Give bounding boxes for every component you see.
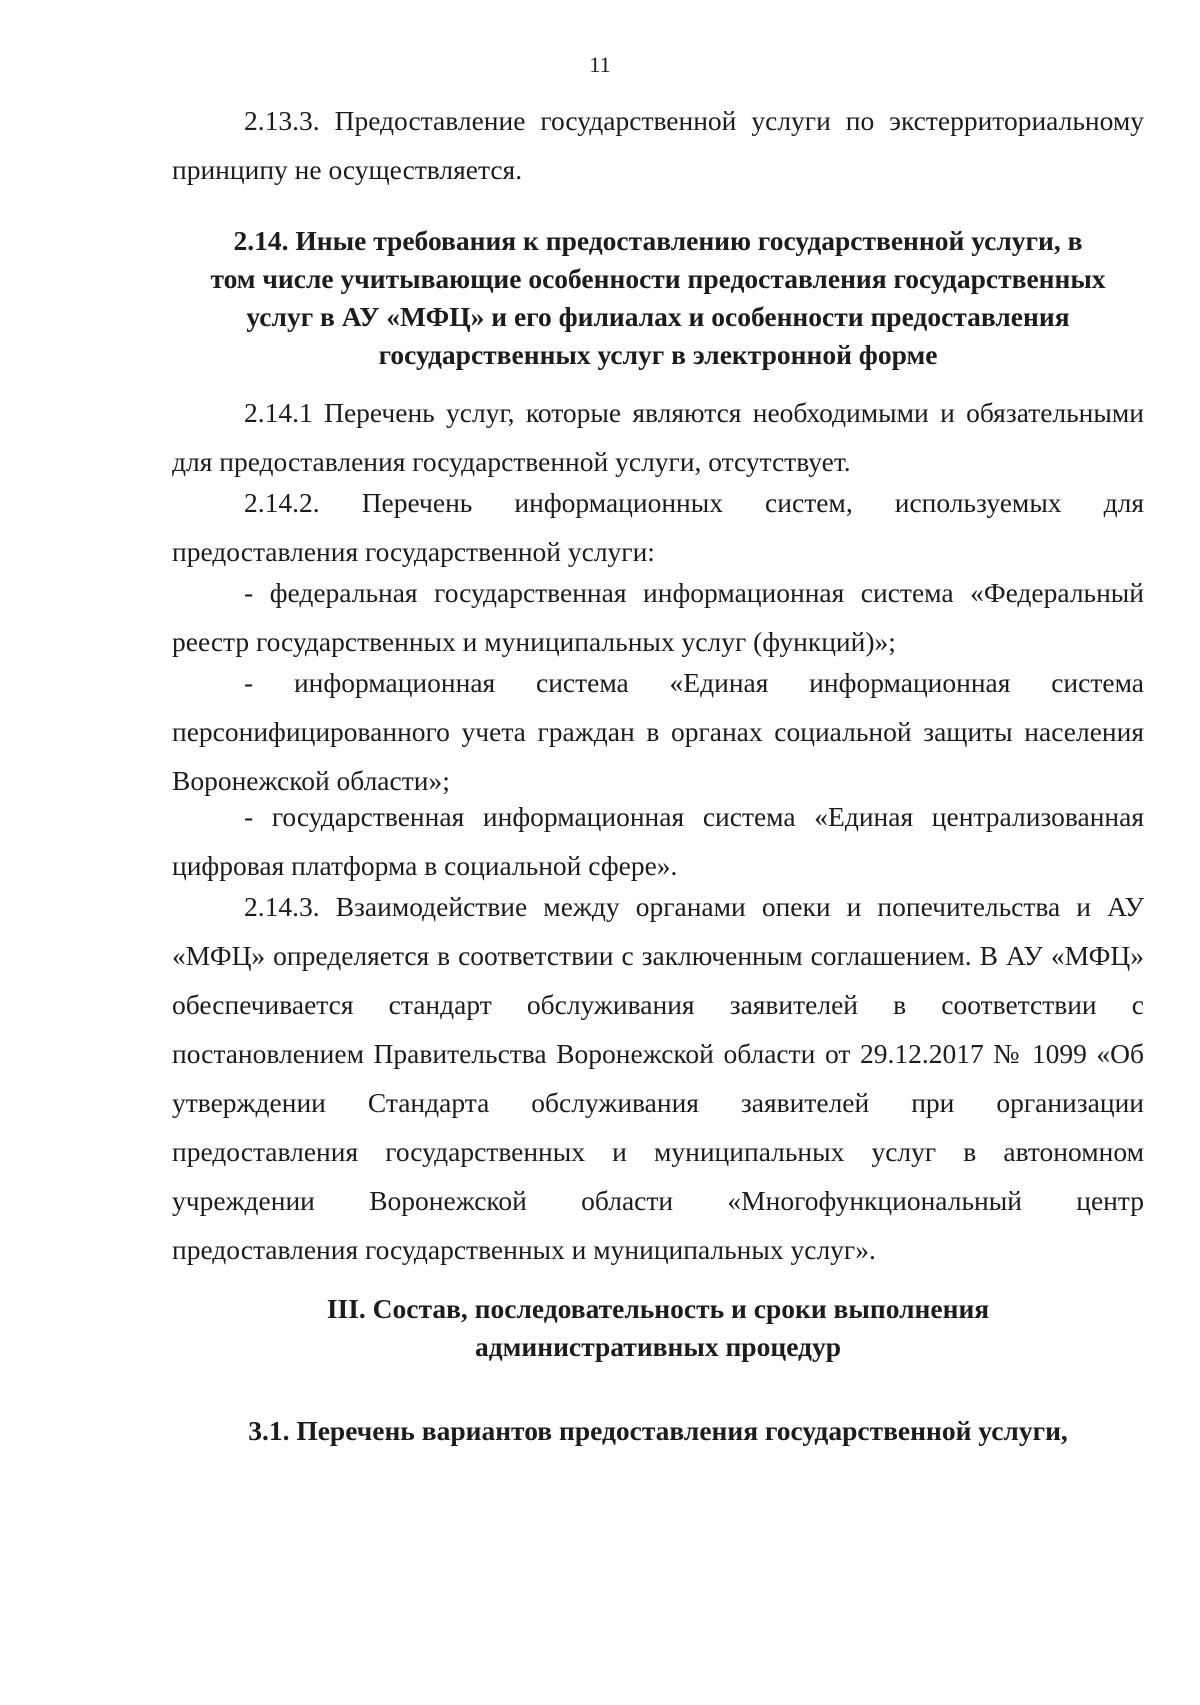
clause-2-14-2 [172,478,1144,576]
heading-section-3 [172,1290,1144,1366]
clause-2-14-3 [172,882,1144,1274]
heading-3-1 [172,1412,1144,1450]
information-systems-list [172,658,1144,805]
heading-2-14 [172,222,1144,374]
heading-line: административных процедур [475,1331,841,1362]
information-systems-list [172,792,1144,890]
information-systems-list [172,568,1144,666]
heading-line: услуг в АУ «МФЦ» и его филиалах и особенности предоставления [246,301,1070,332]
heading-line: 3.1. Перечень вариантов предоставления государственной услуги, [248,1415,1068,1446]
heading-line: 2.14. Иные требования к предоставлению государственной услуги, в [233,225,1083,256]
paragraph: 2.13.3. Предоставление государственной услуги по экстерриториальному принципу не осуществляется. [172,105,1144,185]
heading-line: III. Состав, последовательность и сроки выполнения [326,1293,990,1324]
paragraph: 2.14.2. Перечень информационных систем, используемых для предоставления государственной услуги: [172,487,1144,567]
heading-line: государственных услуг в электронной форме [378,339,938,370]
clause-2-13-3 [172,96,1144,194]
heading-line: том числе учитывающие особенности предоставления государственных [210,263,1106,294]
list-item: - информационная система «Единая информационная система персонифицированного учета граждан в органах социальной защиты населения Воронежской области»; [172,667,1144,796]
clause-2-14-1 [172,388,1144,486]
paragraph: 2.14.3. Взаимодействие между органами опеки и попечительства и АУ «МФЦ» определяется в соответствии с заключенным соглашением. В АУ «МФЦ» обеспечивается стандарт обслуживания заявителей в соответствии с постановлением Правительства Воронежской области от 29.12.2017 № 1099 «Об утверждении Стандарта обслуживания заявителей при организации предоставления государственных и муниципальных услуг в автономном учреждении Воронежской области «Многофункциональный центр предоставления государственных и муниципальных услуг». [172,891,1144,1265]
list-item: - федеральная государственная информационная система «Федеральный реестр государственных и муниципальных услуг (функций)»; [172,577,1144,657]
list-item: - государственная информационная система «Единая централизованная цифровая платформа в социальной сфере». [172,801,1144,881]
paragraph: 2.14.1 Перечень услуг, которые являются необходимыми и обязательными для предоставления государственной услуги, отсутствует. [172,397,1144,477]
page-number: 11 [589,52,611,77]
